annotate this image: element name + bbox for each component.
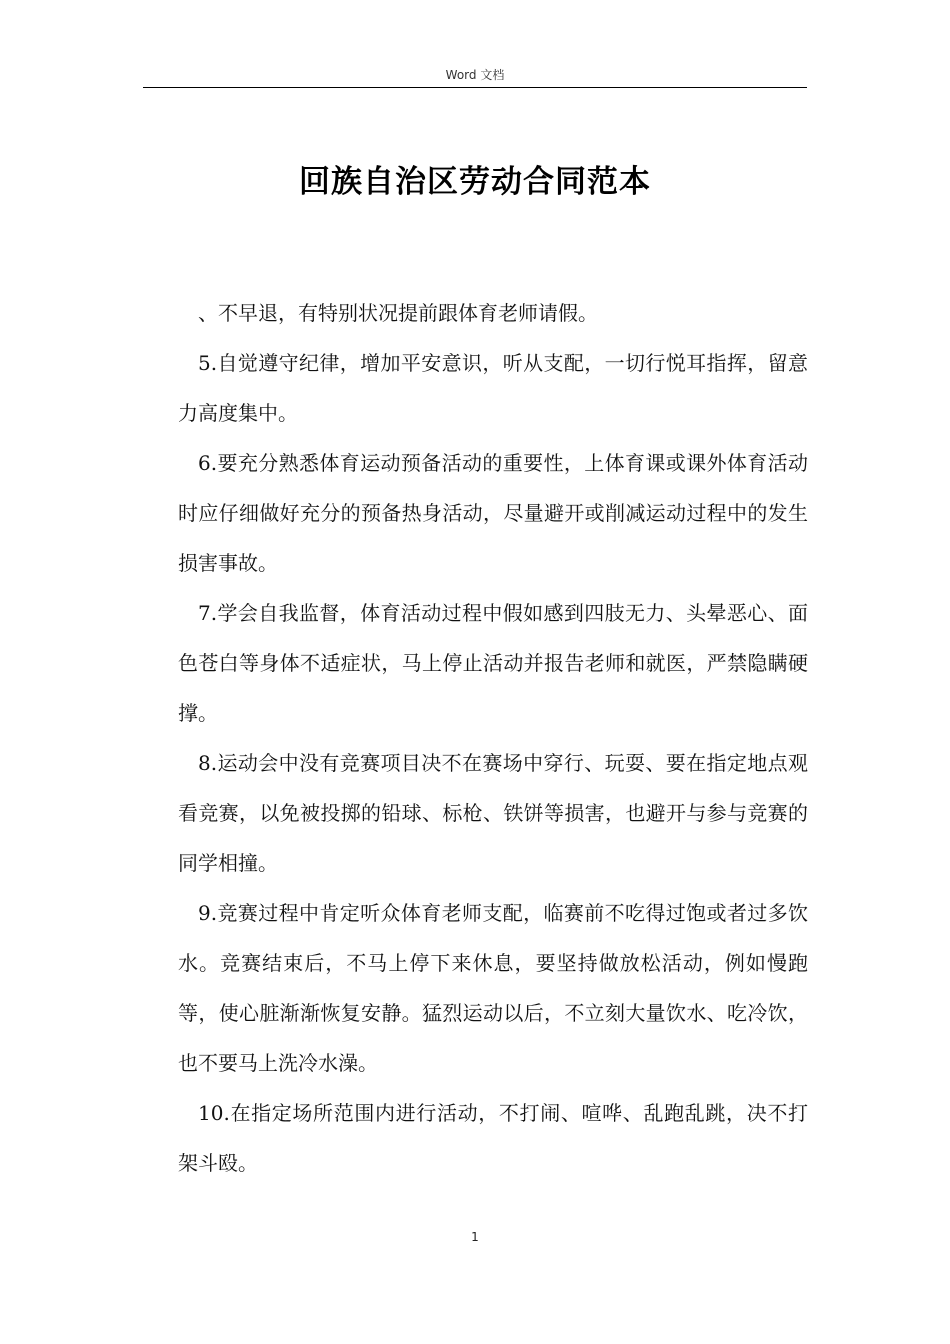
page-number: 1 [471,1230,479,1244]
header-divider [143,87,807,88]
document-title: 回族自治区劳动合同范本 [299,164,651,200]
paragraph-5: 8.运动会中没有竞赛项目决不在赛场中穿行、玩耍、要在指定地点观看竞赛，以免被投掷的铅球、标枪、铁饼等损害，也避开与参与竞赛的同学相撞。 [178,751,808,875]
paragraph-1: 、不早退，有特别状况提前跟体育老师请假。 [198,301,598,325]
document-body [178,288,808,1188]
page-header: Word 文档 [445,68,505,82]
paragraph-4: 7.学会自我监督，体育活动过程中假如感到四肢无力、头晕恶心、面色苍白等身体不适症状，马上停止活动并报告老师和就医，严禁隐瞒硬撑。 [178,601,808,725]
paragraph-7: 10.在指定场所范围内进行活动，不打闹、喧哗、乱跑乱跳，决不打架斗殴。 [178,1101,808,1175]
paragraph-3: 6.要充分熟悉体育运动预备活动的重要性，上体育课或课外体育活动时应仔细做好充分的预备热身活动，尽量避开或削减运动过程中的发生损害事故。 [178,451,808,575]
paragraph-2: 5.自觉遵守纪律，增加平安意识，听从支配，一切行悦耳指挥，留意力高度集中。 [178,351,808,425]
paragraph-6: 9.竞赛过程中肯定听众体育老师支配，临赛前不吃得过饱或者过多饮水。竞赛结束后，不马上停下来休息，要坚持做放松活动，例如慢跑等，使心脏渐渐恢复安静。猛烈运动以后，不立刻大量饮水、吃冷饮，也不要马上洗冷水澡。 [178,901,808,1075]
